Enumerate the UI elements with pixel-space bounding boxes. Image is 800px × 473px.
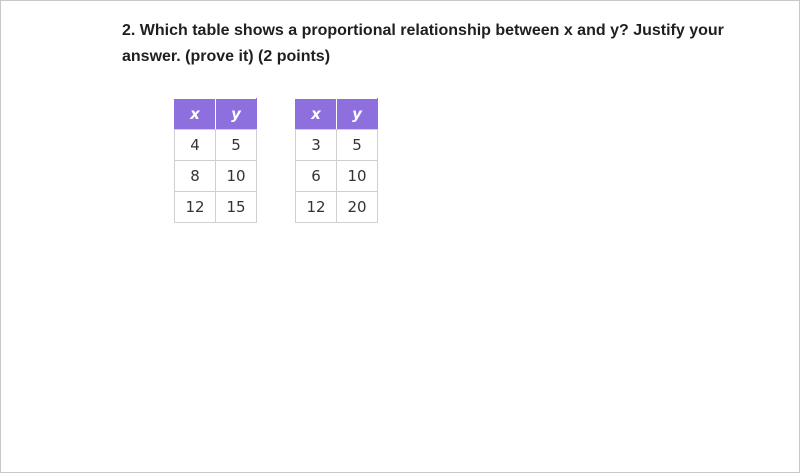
cell-y: 15 — [216, 192, 257, 223]
cell-y: 10 — [216, 161, 257, 192]
question-text: 2. Which table shows a proportional relationship between x and y? Justify your answer. (prove it) (2 points) — [122, 22, 724, 65]
table-row — [296, 161, 378, 192]
cell-x: 6 — [296, 161, 337, 192]
table-2 — [295, 98, 378, 223]
table-row — [296, 192, 378, 223]
header-x: x — [175, 99, 216, 130]
cell-x: 8 — [175, 161, 216, 192]
cell-x: 4 — [175, 130, 216, 161]
cell-y: 10 — [337, 161, 378, 192]
header-y: y — [337, 99, 378, 130]
cell-x: 3 — [296, 130, 337, 161]
table-1 — [174, 98, 257, 223]
header-x: x — [296, 99, 337, 130]
cell-y: 5 — [337, 130, 378, 161]
table-row — [175, 161, 257, 192]
table-row — [175, 130, 257, 161]
header-y: y — [216, 99, 257, 130]
table-header-row — [175, 99, 257, 130]
cell-y: 20 — [337, 192, 378, 223]
cell-x: 12 — [175, 192, 216, 223]
table-row — [175, 192, 257, 223]
cell-x: 12 — [296, 192, 337, 223]
cell-y: 5 — [216, 130, 257, 161]
table-row — [296, 130, 378, 161]
table-header-row — [296, 99, 378, 130]
